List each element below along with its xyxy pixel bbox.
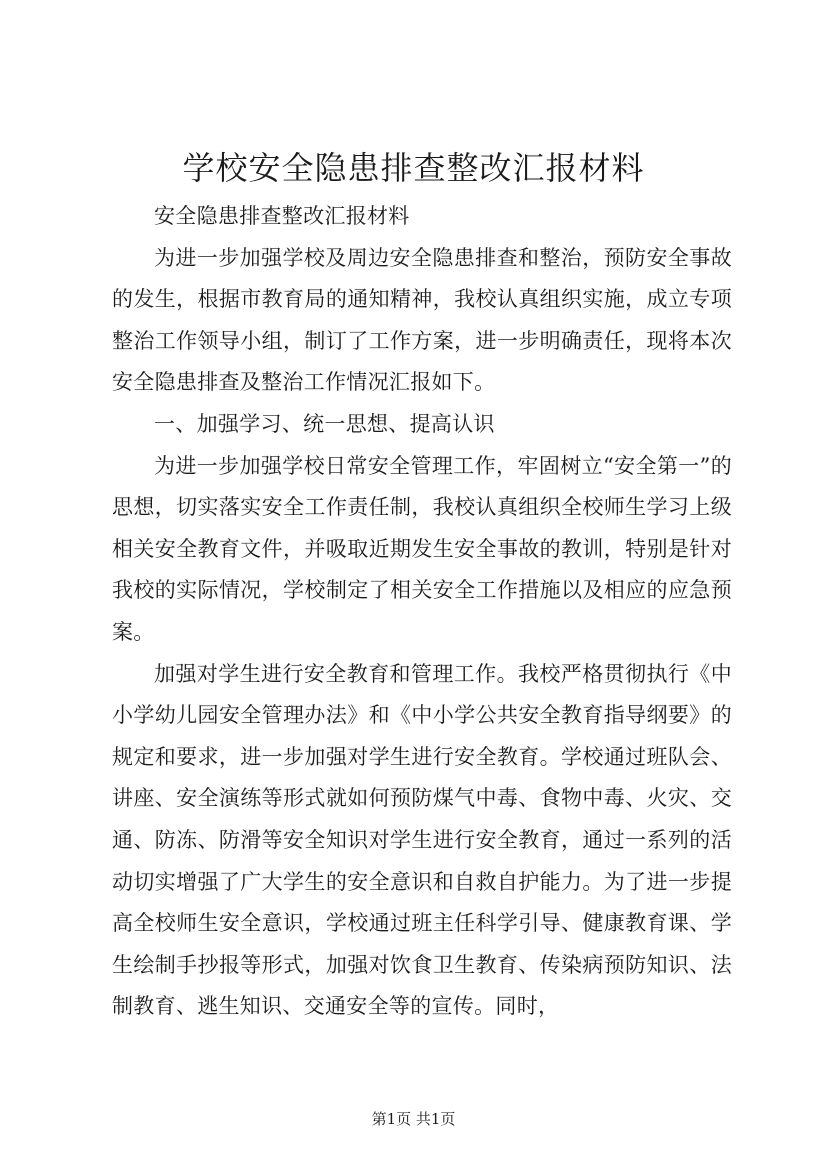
section-heading-1: 一、加强学习、统一思想、提高认识 — [154, 411, 495, 436]
page-footer: 第1页 共1页 — [371, 1110, 456, 1128]
paragraph-intro: 为进一步加强学校及周边安全隐患排查和整治，预防安全事故的发生，根据市教育局的通知精神，我校认真组织实施，成立专项整治工作领导小组，制订了工作方案，进一步明确责任，现将本次安全隐患排查及整治工作情况汇报如下。 — [112, 245, 732, 395]
document-title: 学校安全隐患排查整改汇报材料 — [182, 149, 645, 187]
paragraph-study: 为进一步加强学校日常安全管理工作，牢固树立“安全第一”的思想，切实落实安全工作责任制，我校认真组织全校师生学习上级相关安全教育文件，并吸取近期发生安全事故的教训，特别是针对我校的实际情况，学校制定了相关安全工作措施以及相应的应急预案。 — [112, 453, 732, 644]
document-body — [112, 196, 732, 1028]
paragraph-subtitle: 安全隐患排查整改汇报材料 — [154, 204, 410, 228]
paragraph-education: 加强对学生进行安全教育和管理工作。我校严格贯彻执行《中小学幼儿园安全管理办法》和《中小学公共安全教育指导纲要》的规定和要求，进一步加强对学生进行安全教育。学校通过班队会、讲座、安全演练等形式就如何预防煤气中毒、食物中毒、火灾、交通、防冻、防滑等安全知识对学生进行安全教育，通过一系列的活动切实增强了广大学生的安全意识和自救自护能力。为了进一步提高全校师生安全意识，学校通过班主任科学引导、健康教育课、学生绘制手抄报等形式，加强对饮食卫生教育、传染病预防知识、法制教育、逃生知识、交通安全等的宣传。同时， — [112, 661, 732, 1019]
